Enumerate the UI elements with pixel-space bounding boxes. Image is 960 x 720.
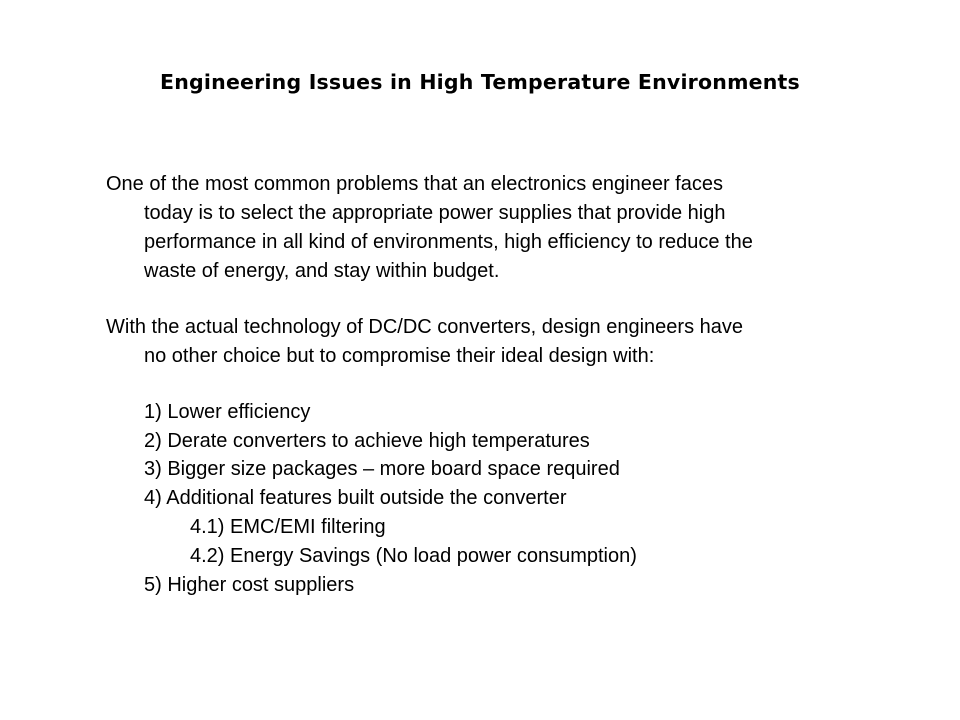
list-item: 5) Higher cost suppliers: [144, 574, 355, 596]
list-item: 3) Bigger size packages – more board space required: [144, 458, 620, 480]
sub-list-item: 4.1) EMC/EMI filtering: [190, 516, 386, 538]
sub-list-item: 4.2) Energy Savings (No load power consumption): [190, 545, 637, 567]
list-item: 1) Lower efficiency: [144, 401, 311, 423]
paragraph2-line: With the actual technology of DC/DC converters, design engineers have: [106, 316, 744, 338]
paragraph1-line: One of the most common problems that an electronics engineer faces: [106, 173, 723, 195]
paragraph1-line: today is to select the appropriate power supplies that provide high: [144, 202, 726, 224]
paragraph1-line: waste of energy, and stay within budget.: [144, 260, 500, 282]
list-item: 2) Derate converters to achieve high temperatures: [144, 430, 590, 452]
paragraph1-line: performance in all kind of environments, high efficiency to reduce the: [144, 231, 753, 253]
list-item: 4) Additional features built outside the converter: [144, 487, 567, 509]
paragraph2-line: no other choice but to compromise their ideal design with:: [144, 345, 655, 367]
slide-title: Engineering Issues in High Temperature Environments: [160, 70, 800, 94]
